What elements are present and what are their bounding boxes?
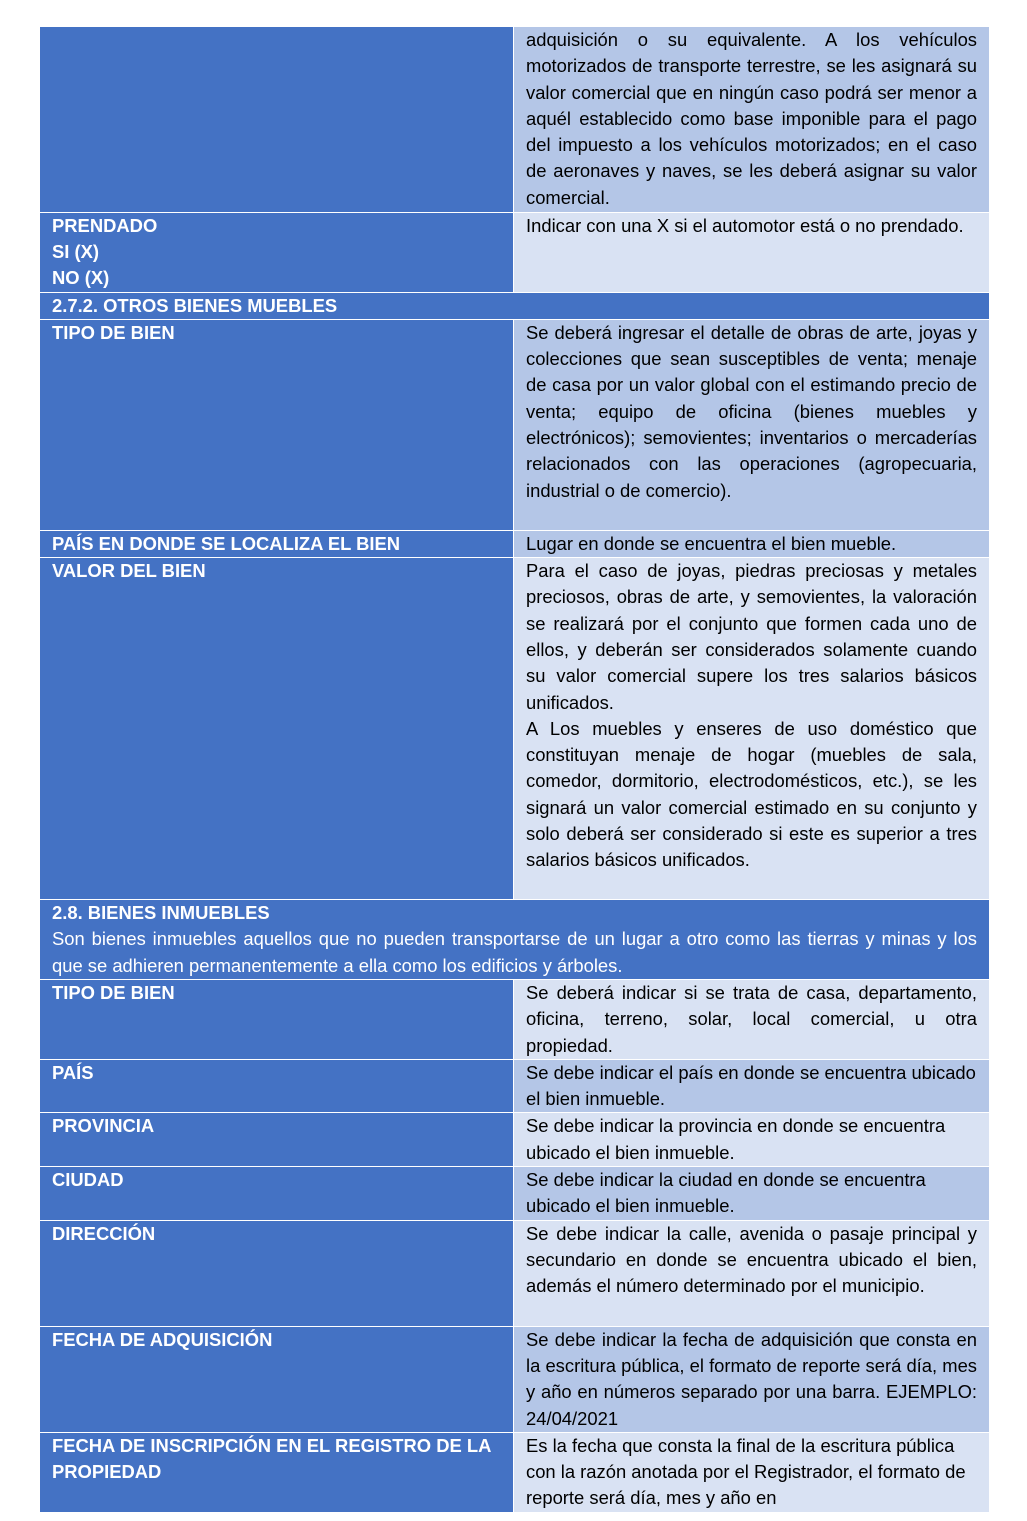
field-label-prendado: PRENDADO <box>52 214 158 236</box>
description-paragraph: A Los muebles y enseres de uso doméstico que constituyan menaje de hogar (muebles de sala, comedor, dormitorio, electrodomésticos, etc.), se les signará un valor comercial estimado en su conjunto y solo deberá ser considerado si este es superior a tres salarios básicos unificados. <box>526 717 977 871</box>
field-label-cell: DIRECCIÓN <box>40 1220 514 1326</box>
field-label-cell: VALOR DEL BIEN <box>40 558 514 900</box>
table-row <box>40 1220 989 1326</box>
field-label-cell: PAÍS EN DONDE SE LOCALIZA EL BIEN <box>40 530 514 557</box>
field-label-cell: PROVINCIA <box>40 1113 514 1167</box>
field-label-cell: CIUDAD <box>40 1167 514 1221</box>
field-label-si: SI (X) <box>52 240 100 262</box>
field-description-cell: Se debe indicar la ciudad en donde se encuentra ubicado el bien inmueble. <box>514 1167 990 1221</box>
table-row <box>40 319 989 530</box>
field-label-cell: TIPO DE BIEN <box>40 319 514 530</box>
field-label-cell <box>40 27 514 212</box>
section-title: 2.8. BIENES INMUEBLES <box>52 902 270 924</box>
table-row <box>40 1326 989 1432</box>
field-label-cell: FECHA DE ADQUISICIÓN <box>40 1326 514 1432</box>
field-description-cell: Se debe indicar la calle, avenida o pasaje principal y secundario en donde se encuentra ubicado el bien, además el número determinado por el municipio. <box>514 1220 990 1326</box>
field-label-cell: PAÍS <box>40 1059 514 1113</box>
field-description-cell: Lugar en donde se encuentra el bien mueble. <box>514 530 990 557</box>
table-row <box>40 1167 989 1221</box>
table-row <box>40 212 989 292</box>
section-header-cell <box>40 900 989 980</box>
field-description-cell: Es la fecha que consta la final de la escritura pública con la razón anotada por el Registrador, el formato de reporte será día, mes y año en <box>514 1432 990 1512</box>
table-row <box>40 1113 989 1167</box>
field-label-no: NO (X) <box>52 267 110 289</box>
description-paragraph: Para el caso de joyas, piedras preciosas y metales preciosos, obras de arte, y semovientes, la valoración se realizará por el conjunto que formen cada uno de ellos, y deberán ser considerados solamente cuando su valor comercial supere los tres salarios básicos unificados. <box>526 560 977 713</box>
table-row <box>40 530 989 557</box>
table-row <box>40 27 989 212</box>
field-description-cell: Se deberá indicar si se trata de casa, departamento, oficina, terreno, solar, local comercial, u otra propiedad. <box>514 979 990 1059</box>
field-label-cell: FECHA DE INSCRIPCIÓN EN EL REGISTRO DE LA PROPIEDAD <box>40 1432 514 1512</box>
section-header-row <box>40 292 989 319</box>
table-row <box>40 1059 989 1113</box>
table-row <box>40 979 989 1059</box>
field-description-cell: adquisición o su equivalente. A los vehículos motorizados de transporte terrestre, se les asignará su valor comercial que en ningún caso podrá ser menor a aquél establecido como base imponible para el pago del impuesto a los vehículos motorizados; en el caso de aeronaves y naves, se les deberá asignar su valor comercial. <box>514 27 990 212</box>
section-header-row <box>40 900 989 980</box>
section-description: Son bienes inmuebles aquellos que no pueden transportarse de un lugar a otro como las tierras y minas y los que se adhieren permanentemente a ella como los edificios y árboles. <box>52 928 977 976</box>
field-label-cell <box>40 212 514 292</box>
field-description-cell: Indicar con una X si el automotor está o no prendado. <box>514 212 990 292</box>
field-label-cell: TIPO DE BIEN <box>40 979 514 1059</box>
field-description-cell: Se debe indicar la fecha de adquisición que consta en la escritura pública, el formato de reporte será día, mes y año en números separado por una barra. EJEMPLO: 24/04/2021 <box>514 1326 990 1432</box>
field-description-cell: Se debe indicar el país en donde se encuentra ubicado el bien inmueble. <box>514 1059 990 1113</box>
declaration-instructions-table <box>40 27 989 1513</box>
field-description-cell <box>514 558 990 900</box>
table-row <box>40 558 989 900</box>
field-description-cell: Se deberá ingresar el detalle de obras de arte, joyas y colecciones que sean susceptibles de venta; menaje de casa por un valor global con el estimando precio de venta; equipo de oficina (bienes muebles y electrónicos); semovientes; inventarios o mercaderías relacionados con las operaciones (agropecuaria, industrial o de comercio). <box>514 319 990 530</box>
table-row <box>40 1432 989 1512</box>
field-description-cell: Se debe indicar la provincia en donde se encuentra ubicado el bien inmueble. <box>514 1113 990 1167</box>
section-title: 2.7.2. OTROS BIENES MUEBLES <box>40 292 989 319</box>
